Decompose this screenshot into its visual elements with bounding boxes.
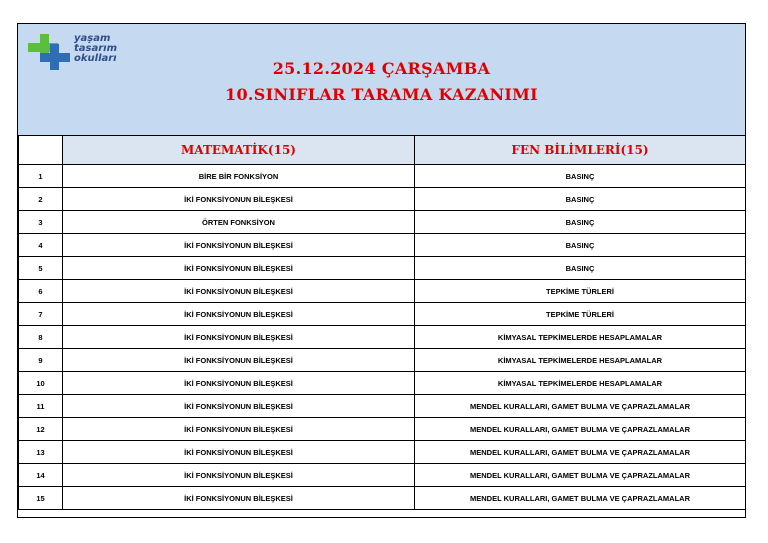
table-row	[19, 487, 746, 510]
fen-topic: MENDEL KURALLARI, GAMET BULMA VE ÇAPRAZLAMALAR	[415, 418, 746, 441]
fen-topic: TEPKİME TÜRLERİ	[415, 280, 746, 303]
matematik-topic: ÖRTEN FONKSİYON	[63, 211, 415, 234]
row-number: 4	[19, 234, 63, 257]
matematik-topic: İKİ FONKSİYONUN BİLEŞKESİ	[63, 441, 415, 464]
fen-topic: BASINÇ	[415, 211, 746, 234]
fen-topic: KİMYASAL TEPKİMELERDE HESAPLAMALAR	[415, 372, 746, 395]
row-number: 8	[19, 326, 63, 349]
logo-line: yaşam	[74, 33, 111, 44]
matematik-topic: İKİ FONKSİYONUN BİLEŞKESİ	[63, 487, 415, 510]
matematik-topic: İKİ FONKSİYONUN BİLEŞKESİ	[63, 257, 415, 280]
fen-topic: BASINÇ	[415, 165, 746, 188]
fen-topic: MENDEL KURALLARI, GAMET BULMA VE ÇAPRAZLAMALAR	[415, 487, 746, 510]
matematik-topic: İKİ FONKSİYONUN BİLEŞKESİ	[63, 188, 415, 211]
logo-line: okulları	[74, 53, 117, 64]
table-row	[19, 441, 746, 464]
row-number: 12	[19, 418, 63, 441]
topics-table	[18, 135, 746, 510]
table-row	[19, 464, 746, 487]
date-title: 25.12.2024 ÇARŞAMBA	[272, 59, 491, 78]
fen-header: FEN BİLİMLERİ(15)	[415, 136, 746, 165]
row-number: 3	[19, 211, 63, 234]
fen-topic: KİMYASAL TEPKİMELERDE HESAPLAMALAR	[415, 326, 746, 349]
fen-topic: BASINÇ	[415, 188, 746, 211]
row-number: 9	[19, 349, 63, 372]
matematik-topic: İKİ FONKSİYONUN BİLEŞKESİ	[63, 303, 415, 326]
table-row	[19, 349, 746, 372]
fen-topic: KİMYASAL TEPKİMELERDE HESAPLAMALAR	[415, 349, 746, 372]
table-row	[19, 234, 746, 257]
fen-topic: MENDEL KURALLARI, GAMET BULMA VE ÇAPRAZLAMALAR	[415, 395, 746, 418]
header-band	[18, 24, 745, 136]
matematik-header: MATEMATİK(15)	[63, 136, 415, 165]
fen-topic: MENDEL KURALLARI, GAMET BULMA VE ÇAPRAZLAMALAR	[415, 464, 746, 487]
row-number: 14	[19, 464, 63, 487]
table-row	[19, 418, 746, 441]
table-header-row	[19, 136, 746, 165]
row-number: 7	[19, 303, 63, 326]
table-row	[19, 165, 746, 188]
matematik-topic: İKİ FONKSİYONUN BİLEŞKESİ	[63, 280, 415, 303]
table-row	[19, 303, 746, 326]
fen-topic: BASINÇ	[415, 257, 746, 280]
table-row	[19, 188, 746, 211]
table-row	[19, 211, 746, 234]
worksheet	[17, 23, 746, 518]
matematik-topic: İKİ FONKSİYONUN BİLEŞKESİ	[63, 234, 415, 257]
fen-topic: TEPKİME TÜRLERİ	[415, 303, 746, 326]
fen-topic: MENDEL KURALLARI, GAMET BULMA VE ÇAPRAZLAMALAR	[415, 441, 746, 464]
matematik-topic: İKİ FONKSİYONUN BİLEŞKESİ	[63, 418, 415, 441]
fen-topic: BASINÇ	[415, 234, 746, 257]
matematik-topic: BİRE BİR FONKSİYON	[63, 165, 415, 188]
number-header	[19, 136, 63, 165]
matematik-topic: İKİ FONKSİYONUN BİLEŞKESİ	[63, 372, 415, 395]
matematik-topic: İKİ FONKSİYONUN BİLEŞKESİ	[63, 395, 415, 418]
row-number: 5	[19, 257, 63, 280]
logo-line: tasarım	[74, 43, 118, 54]
matematik-topic: İKİ FONKSİYONUN BİLEŞKESİ	[63, 326, 415, 349]
table-row	[19, 395, 746, 418]
table-row	[19, 372, 746, 395]
matematik-topic: İKİ FONKSİYONUN BİLEŞKESİ	[63, 349, 415, 372]
table-row	[19, 257, 746, 280]
row-number: 2	[19, 188, 63, 211]
row-number: 10	[19, 372, 63, 395]
table-row	[19, 326, 746, 349]
row-number: 1	[19, 165, 63, 188]
row-number: 13	[19, 441, 63, 464]
table-row	[19, 280, 746, 303]
matematik-topic: İKİ FONKSİYONUN BİLEŞKESİ	[63, 464, 415, 487]
row-number: 6	[19, 280, 63, 303]
row-number: 11	[19, 395, 63, 418]
exam-title: 10.SINIFLAR TARAMA KAZANIMI	[225, 85, 538, 104]
row-number: 15	[19, 487, 63, 510]
